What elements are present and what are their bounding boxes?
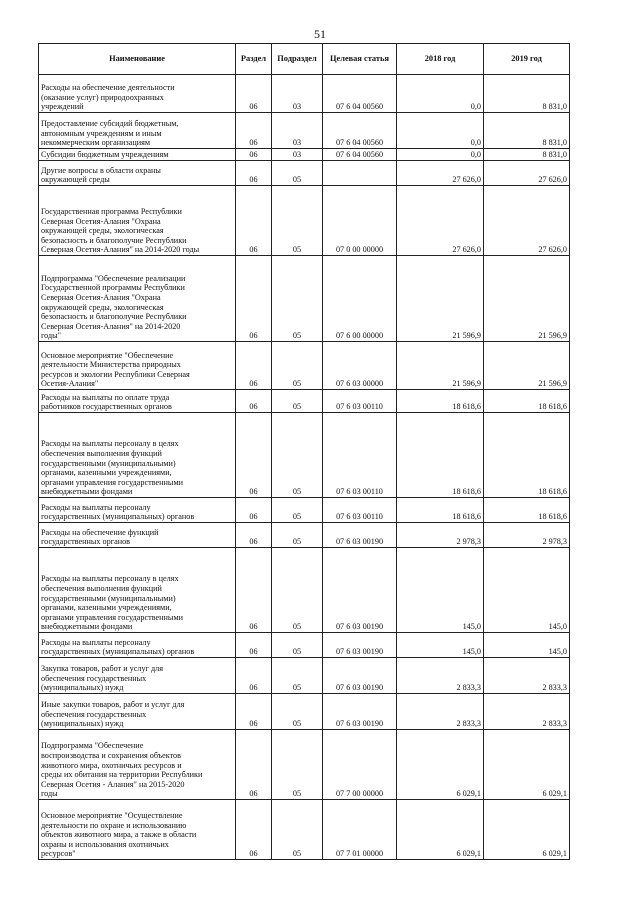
row-value-2018: 27 626,0 xyxy=(397,161,484,186)
row-target-article: 07 6 03 00190 xyxy=(323,658,397,694)
row-value-2018: 145,0 xyxy=(397,548,484,633)
row-section: 06 xyxy=(236,498,272,523)
row-section: 06 xyxy=(236,256,272,342)
row-value-2019: 8 831,0 xyxy=(484,75,570,113)
table-row xyxy=(39,413,570,498)
row-value-2018: 2 978,3 xyxy=(397,523,484,548)
header-2019: 2019 год xyxy=(484,44,570,75)
row-name: Расходы на выплаты персоналу в целях обеспечения выполнения функций государственными (муниципальными) органами, казенными учреждениями, органами управления государственными внебюджетными фондами xyxy=(39,413,236,498)
row-value-2018: 0,0 xyxy=(397,149,484,161)
row-target-article: 07 7 00 00000 xyxy=(323,730,397,800)
row-subsection: 05 xyxy=(272,633,323,658)
row-value-2019: 21 596,9 xyxy=(484,342,570,390)
row-value-2018: 2 833,3 xyxy=(397,694,484,730)
row-value-2019: 21 596,9 xyxy=(484,256,570,342)
row-value-2019: 145,0 xyxy=(484,548,570,633)
row-value-2018: 27 626,0 xyxy=(397,186,484,256)
row-subsection: 05 xyxy=(272,161,323,186)
row-value-2018: 21 596,9 xyxy=(397,342,484,390)
row-subsection: 05 xyxy=(272,658,323,694)
table-row xyxy=(39,548,570,633)
row-subsection: 05 xyxy=(272,390,323,413)
row-section: 06 xyxy=(236,413,272,498)
row-name: Расходы на обеспечение деятельности (оказание услуг) природоохранных учреждений xyxy=(39,75,236,113)
row-value-2018: 6 029,1 xyxy=(397,800,484,860)
row-value-2019: 2 833,3 xyxy=(484,694,570,730)
row-value-2019: 8 831,0 xyxy=(484,113,570,149)
row-section: 06 xyxy=(236,186,272,256)
row-subsection: 05 xyxy=(272,186,323,256)
row-subsection: 03 xyxy=(272,113,323,149)
row-value-2019: 27 626,0 xyxy=(484,161,570,186)
header-subsection: Подраздел xyxy=(272,44,323,75)
row-section: 06 xyxy=(236,548,272,633)
row-target-article: 07 6 04 00560 xyxy=(323,149,397,161)
table-row xyxy=(39,149,570,161)
table-row xyxy=(39,498,570,523)
row-value-2019: 2 978,3 xyxy=(484,523,570,548)
table-row xyxy=(39,113,570,149)
row-name: Государственная программа Республики Северная Осетия-Алания "Охрана окружающей среды, экологическая безопасность и благополучие Республики Северная Осетия-Алания" на 2014-2020 годы xyxy=(39,186,236,256)
row-subsection: 03 xyxy=(272,75,323,113)
row-target-article xyxy=(323,161,397,186)
row-value-2019: 18 618,6 xyxy=(484,413,570,498)
row-section: 06 xyxy=(236,161,272,186)
row-value-2018: 0,0 xyxy=(397,113,484,149)
table-row xyxy=(39,800,570,860)
row-subsection: 05 xyxy=(272,523,323,548)
table-row xyxy=(39,523,570,548)
row-value-2018: 21 596,9 xyxy=(397,256,484,342)
table-row xyxy=(39,633,570,658)
row-value-2018: 2 833,3 xyxy=(397,658,484,694)
row-section: 06 xyxy=(236,113,272,149)
row-target-article: 07 6 03 00000 xyxy=(323,342,397,390)
row-subsection: 05 xyxy=(272,413,323,498)
row-target-article: 07 6 04 00560 xyxy=(323,75,397,113)
row-subsection: 05 xyxy=(272,548,323,633)
row-section: 06 xyxy=(236,694,272,730)
row-name: Закупка товаров, работ и услуг для обеспечения государственных (муниципальных) нужд xyxy=(39,658,236,694)
row-target-article: 07 6 03 00110 xyxy=(323,498,397,523)
row-name: Субсидии бюджетным учреждениям xyxy=(39,149,236,161)
row-section: 06 xyxy=(236,342,272,390)
row-value-2019: 8 831,0 xyxy=(484,149,570,161)
row-target-article: 07 6 03 00190 xyxy=(323,633,397,658)
table-row xyxy=(39,658,570,694)
row-subsection: 05 xyxy=(272,256,323,342)
row-value-2018: 18 618,6 xyxy=(397,413,484,498)
row-value-2018: 0,0 xyxy=(397,75,484,113)
table-row xyxy=(39,75,570,113)
row-target-article: 07 6 03 00190 xyxy=(323,548,397,633)
row-value-2019: 6 029,1 xyxy=(484,730,570,800)
header-section: Раздел xyxy=(236,44,272,75)
row-value-2019: 27 626,0 xyxy=(484,186,570,256)
row-name: Расходы на выплаты по оплате труда работников государственных органов xyxy=(39,390,236,413)
row-name: Расходы на выплаты персоналу государственных (муниципальных) органов xyxy=(39,498,236,523)
row-target-article: 07 6 03 00110 xyxy=(323,413,397,498)
row-name: Подпрограмма "Обеспечение реализации Государственной программы Республики Северная Осетия-Алания "Охрана окружающей среды, экологическая безопасность и благополучие Республики Северная Осетия-Алания" на 2014-2020 годы" xyxy=(39,256,236,342)
page-number: 51 xyxy=(314,27,326,41)
row-value-2019: 2 833,3 xyxy=(484,658,570,694)
row-section: 06 xyxy=(236,390,272,413)
row-subsection: 05 xyxy=(272,800,323,860)
row-section: 06 xyxy=(236,633,272,658)
row-name: Иные закупки товаров, работ и услуг для обеспечения государственных (муниципальных) нужд xyxy=(39,694,236,730)
row-subsection: 05 xyxy=(272,694,323,730)
row-value-2019: 6 029,1 xyxy=(484,800,570,860)
row-value-2019: 145,0 xyxy=(484,633,570,658)
row-value-2019: 18 618,6 xyxy=(484,390,570,413)
row-target-article: 07 7 01 00000 xyxy=(323,800,397,860)
row-section: 06 xyxy=(236,149,272,161)
budget-table xyxy=(38,43,570,860)
table-row xyxy=(39,161,570,186)
header-name: Наименование xyxy=(39,44,236,75)
row-target-article: 07 0 00 00000 xyxy=(323,186,397,256)
row-target-article: 07 6 03 00190 xyxy=(323,694,397,730)
table-row xyxy=(39,256,570,342)
table-row xyxy=(39,390,570,413)
row-section: 06 xyxy=(236,75,272,113)
row-name: Расходы на выплаты персоналу государственных (муниципальных) органов xyxy=(39,633,236,658)
table-row xyxy=(39,730,570,800)
row-name: Расходы на выплаты персоналу в целях обеспечения выполнения функций государственными (муниципальными) органами, казенными учреждениями, органами управления государственными внебюджетными фондами xyxy=(39,548,236,633)
row-name: Расходы на обеспечение функций государственных органов xyxy=(39,523,236,548)
row-section: 06 xyxy=(236,730,272,800)
row-target-article: 07 6 00 00000 xyxy=(323,256,397,342)
row-value-2018: 18 618,6 xyxy=(397,498,484,523)
row-value-2019: 18 618,6 xyxy=(484,498,570,523)
row-target-article: 07 6 03 00110 xyxy=(323,390,397,413)
row-subsection: 05 xyxy=(272,498,323,523)
row-name: Основное мероприятие "Обеспечение деятельности Министерства природных ресурсов и экологии Республики Северная Осетия-Алания" xyxy=(39,342,236,390)
row-section: 06 xyxy=(236,800,272,860)
row-target-article: 07 6 03 00190 xyxy=(323,523,397,548)
table-header-row xyxy=(39,44,570,75)
row-value-2018: 6 029,1 xyxy=(397,730,484,800)
row-name: Предоставление субсидий бюджетным, автономным учреждениям и иным некоммерческим организациям xyxy=(39,113,236,149)
row-section: 06 xyxy=(236,523,272,548)
row-name: Подпрограмма "Обеспечение воспроизводства и сохранения объектов животного мира, охотничьих ресурсов и среды их обитания на территории Республики Северная Осетия - Алания" на 2015-2020 годы xyxy=(39,730,236,800)
row-target-article: 07 6 04 00560 xyxy=(323,113,397,149)
row-name: Основное мероприятие "Осуществление деятельности по охране и использованию объектов животного мира, а также в области охраны и использования охотничьих ресурсов" xyxy=(39,800,236,860)
row-name: Другие вопросы в области охраны окружающей среды xyxy=(39,161,236,186)
row-subsection: 03 xyxy=(272,149,323,161)
table-row xyxy=(39,694,570,730)
header-target-article: Целевая статья xyxy=(323,44,397,75)
row-subsection: 05 xyxy=(272,342,323,390)
table-row xyxy=(39,342,570,390)
row-value-2018: 145,0 xyxy=(397,633,484,658)
row-section: 06 xyxy=(236,658,272,694)
row-subsection: 05 xyxy=(272,730,323,800)
table-row xyxy=(39,186,570,256)
row-value-2018: 18 618,6 xyxy=(397,390,484,413)
header-2018: 2018 год xyxy=(397,44,484,75)
